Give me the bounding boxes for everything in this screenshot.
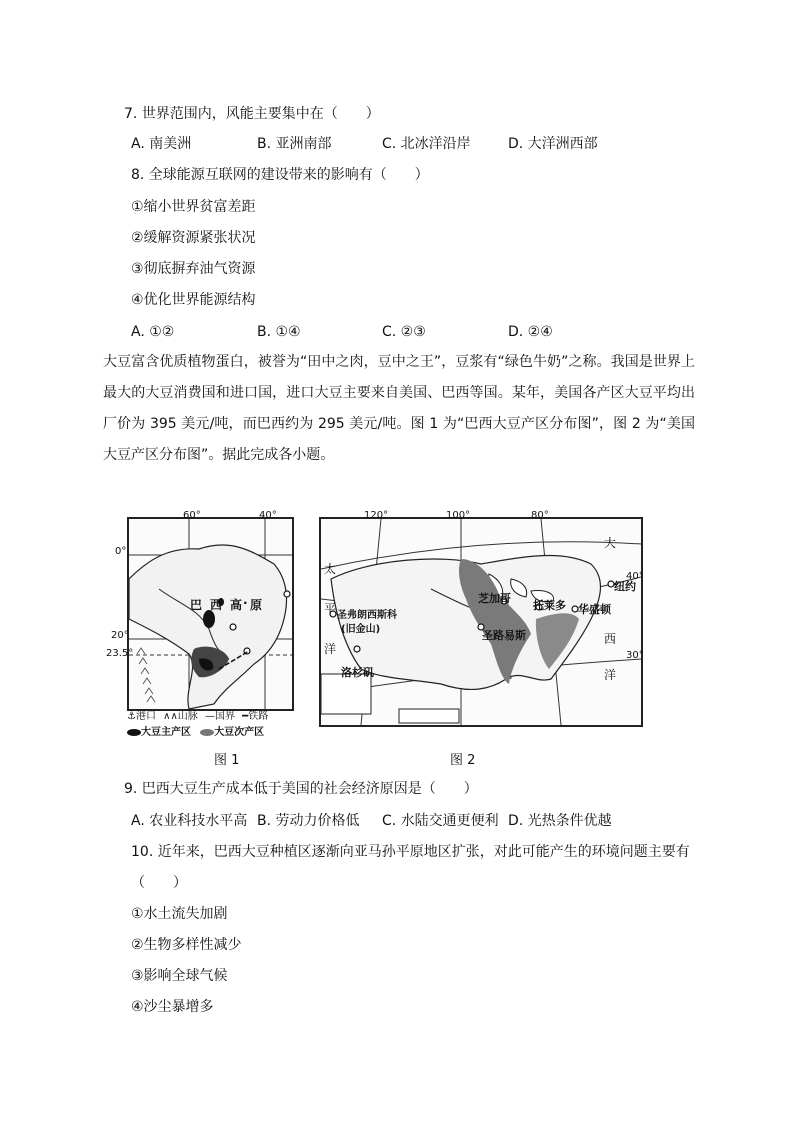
fig1-region-xi: 西	[210, 598, 223, 612]
fig1-lat-20: 20°	[111, 630, 129, 641]
question-10-item-3: ③影响全球气候	[131, 968, 228, 984]
city-los-angeles: 洛杉矶	[341, 666, 374, 679]
fig1-lat-0: 0°	[115, 546, 127, 557]
ocean-pacific-2: 平	[324, 602, 337, 616]
figure-2-caption: 图 2	[450, 753, 476, 768]
question-10-item-2: ②生物多样性减少	[131, 937, 242, 953]
question-8-item-2: ②缓解资源紧张状况	[131, 230, 256, 246]
legend-secondary-area: 大豆次产区	[214, 727, 265, 738]
city-san-francisco-alt: (旧金山)	[341, 624, 381, 635]
fig2-lon-120: 120°	[364, 510, 389, 521]
legend-border: 国界	[214, 711, 235, 722]
question-10-item-4: ④沙尘暴增多	[131, 999, 214, 1015]
question-7-option-a[interactable]: A. 南美洲	[131, 136, 192, 152]
city-new-york: 纽约	[614, 580, 636, 593]
question-10-stem: 10. 近年来，巴西大豆种植区逐渐向亚马孙平原地区扩张，对此可能产生的环境问题主要有	[131, 844, 690, 860]
reading-passage: 大豆富含优质植物蛋白，被誉为“田中之肉，豆中之王”，豆浆有“绿色牛奶”之称。我国是世界上最大的大豆消费国和进口国，进口大豆主要来自美国、巴西等国。某年，美国各产区大豆平均出厂价为 395 美元/吨，而巴西约为 295 美元/吨。图 1 为“巴西大豆产区分布图”，图 2 为“美国大豆产区分布图”。据此完成各小题。	[103, 354, 695, 463]
figure-1-brazil-map	[127, 517, 294, 711]
question-8-option-c[interactable]: C. ②③	[382, 324, 426, 340]
ocean-pacific-3: 洋	[324, 642, 337, 656]
question-9-option-a[interactable]: A. 农业科技水平高	[131, 813, 248, 829]
question-8-option-a[interactable]: A. ①②	[131, 324, 175, 340]
fig1-lat-23-5: 23.5°	[106, 648, 134, 659]
question-9-option-c[interactable]: C. 水陆交通更便利	[382, 813, 499, 829]
city-san-francisco: 圣弗朗西斯科	[337, 610, 397, 621]
fig1-lon-60: 60°	[183, 510, 201, 521]
question-8-item-1: ①缩小世界贫富差距	[131, 199, 256, 215]
question-7-option-b[interactable]: B. 亚洲南部	[257, 136, 332, 152]
secondary-area-swatch-icon	[200, 729, 214, 736]
question-8-item-3: ③彻底摒弃油气资源	[131, 261, 256, 277]
fig2-lat-30: 30°	[626, 650, 644, 661]
fig2-lon-100: 100°	[446, 510, 471, 521]
railway-icon: ━	[242, 711, 249, 722]
question-7-stem: 7. 世界范围内，风能主要集中在（ ）	[124, 106, 380, 122]
city-chicago: 芝加哥	[478, 592, 511, 605]
question-8-option-b[interactable]: B. ①④	[257, 324, 301, 340]
fig1-region-yuan: 原	[250, 598, 263, 612]
question-8-stem: 8. 全球能源互联网的建设带来的影响有（ ）	[131, 167, 429, 183]
city-toledo: 托莱多	[533, 599, 566, 612]
question-8-item-4: ④优化世界能源结构	[131, 292, 256, 308]
question-7-option-c[interactable]: C. 北冰洋沿岸	[382, 136, 471, 152]
question-9-option-d[interactable]: D. 光热条件优越	[508, 813, 612, 829]
question-8-option-d[interactable]: D. ②④	[508, 324, 553, 340]
question-7-option-d[interactable]: D. 大洋洲西部	[508, 136, 598, 152]
question-9-stem: 9. 巴西大豆生产成本低于美国的社会经济原因是（ ）	[124, 781, 478, 797]
fig2-lon-80: 80°	[531, 510, 549, 521]
ocean-atlantic-2: 西	[604, 632, 617, 646]
fig1-lon-40: 40°	[259, 510, 277, 521]
question-9-option-b[interactable]: B. 劳动力价格低	[257, 813, 360, 829]
fig1-region-ba: 巴	[190, 598, 203, 612]
question-10-item-1: ①水土流失加剧	[131, 906, 228, 922]
ocean-atlantic-3: 洋	[604, 668, 617, 682]
legend-mountain: 山脉	[177, 711, 198, 722]
city-washington: 华盛顿	[578, 603, 611, 616]
legend-port: 港口	[135, 711, 156, 722]
mountain-icon: ∧∧	[163, 711, 178, 722]
border-line-icon: —	[204, 711, 215, 722]
ocean-pacific-1: 太	[324, 562, 337, 576]
question-10-stem-cont: （ ）	[131, 875, 187, 891]
fig1-region-gao: 高	[230, 598, 243, 612]
fig2-lat-40: 40°	[626, 571, 644, 582]
city-st-louis: 圣路易斯	[482, 629, 526, 642]
main-area-swatch-icon	[127, 729, 141, 736]
port-icon: ⚓	[127, 711, 136, 722]
figure-1-caption: 图 1	[214, 753, 240, 768]
legend-railway: 铁路	[248, 711, 269, 722]
ocean-atlantic-1: 大	[604, 536, 617, 550]
legend-main-area: 大豆主产区	[141, 727, 191, 738]
fig1-region-dot: ·	[243, 596, 248, 610]
figure-1-legend	[127, 708, 292, 742]
